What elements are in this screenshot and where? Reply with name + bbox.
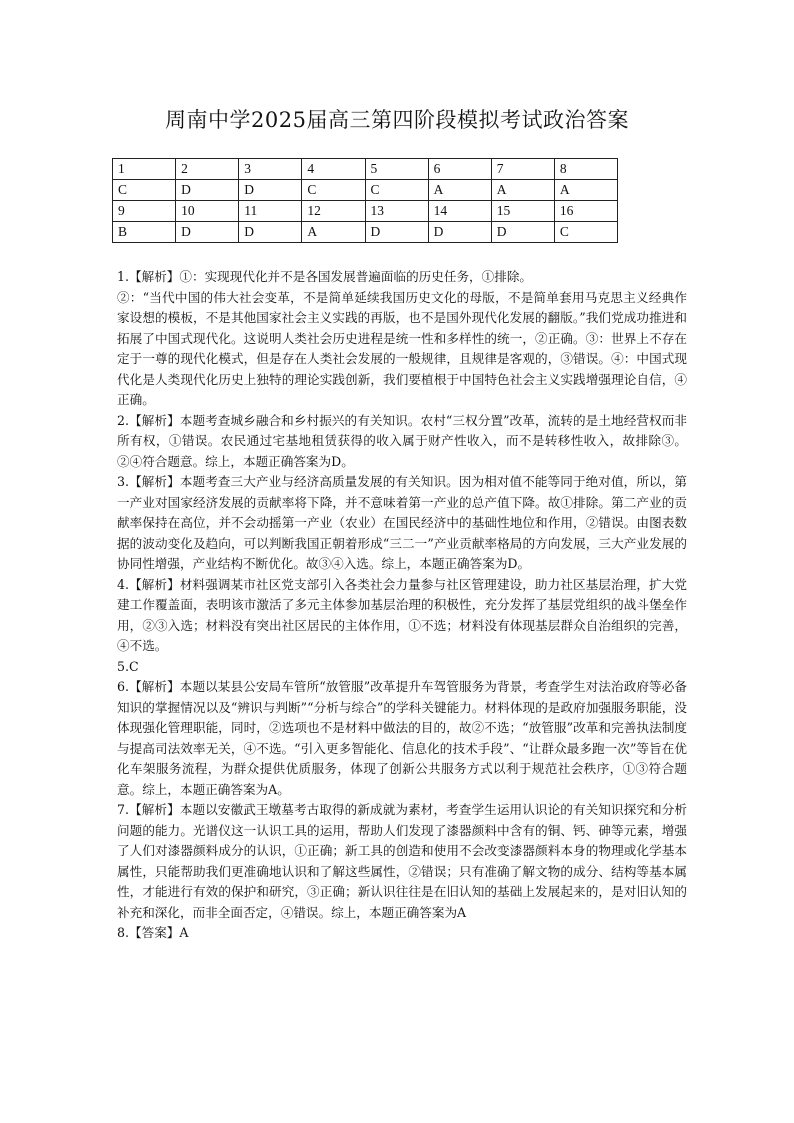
question-number-cell: 10 — [176, 201, 239, 222]
question-number-cell: 15 — [491, 201, 554, 222]
question-number-cell: 12 — [302, 201, 365, 222]
answer-cell: C — [554, 222, 617, 243]
answer-cell: C — [113, 180, 176, 201]
question-number-cell: 6 — [428, 159, 491, 180]
question-number-cell: 8 — [554, 159, 617, 180]
paragraph: 6.【解析】本题以某县公安局车管所“放管服”改革提升车驾管服务为背景，考查学生对法治政府等必备知识的掌握情况以及“辨识与判断”“分析与综合”的学科关键能力。材料体现的是政府加强服务职能，没体现强化管理职能，同时，②选项也不是材料中做法的目的，故②不选；“放管服”改革和完善执法制度与提高司法效率无关，④不选。“引入更多智能化、信息化的技术手段”、“让群众最多跑一次”等旨在优化车架服务流程，为群众提供优质服务，体现了创新公共服务方式以利于规范社会秩序，①③符合题意。综上，本题正确答案为A。 — [117, 679, 687, 797]
answer-cell: C — [302, 180, 365, 201]
paragraph: 3.【解析】本题考查三大产业与经济高质量发展的有关知识。因为相对值不能等同于绝对值，所以，第一产业对国家经济发展的贡献率将下降，并不意味着第一产业的总产值下降。故①排除。第二产业的贡献率保持在高位，并不会动摇第一产业（农业）在国民经济中的基础性地位和作用，②错误。由图表数据的波动变化及趋向，可以判断我国正朝着形成“三二一”产业贡献率格局的方向发展，三大产业发展的协同性增强，产业结构不断优化。故③④入选。综上，本题正确答案为D。 — [117, 474, 687, 571]
question-number-cell: 5 — [365, 159, 428, 180]
question-number-cell: 1 — [113, 159, 176, 180]
question-number-cell: 13 — [365, 201, 428, 222]
answer-row — [113, 222, 618, 243]
paragraph: 5.C — [117, 658, 139, 674]
paragraph: 4.【解析】材料强调某市社区党支部引入各类社会力量参与社区管理建设，助力社区基层治理，扩大党建工作覆盖面，表明该市激活了多元主体参加基层治理的积极性，充分发挥了基层党组织的战斗堡垒作用，②③入选；材料没有突出社区居民的主体作用，①不选；材料没有体现基层群众自治组织的完善，④不选。 — [117, 576, 687, 653]
question-number-row — [113, 201, 618, 222]
answer-cell: D — [176, 222, 239, 243]
answer-cell: A — [554, 180, 617, 201]
answer-cell: C — [365, 180, 428, 201]
answer-cell: A — [302, 222, 365, 243]
question-number-row — [113, 159, 618, 180]
answer-cell: B — [113, 222, 176, 243]
answer-table — [112, 158, 618, 243]
paragraph: 2.【解析】本题考查城乡融合和乡村振兴的有关知识。农村“三权分置”改革，流转的是土地经营权而非所有权，①错误。农民通过宅基地租赁获得的收入属于财产性收入，而不是转移性收入，故排除③。②④符合题意。综上，本题正确答案为D。 — [117, 412, 687, 469]
question-number-cell: 4 — [302, 159, 365, 180]
question-number-cell: 7 — [491, 159, 554, 180]
explanation-body — [117, 267, 687, 944]
question-number-cell: 14 — [428, 201, 491, 222]
page-title: 周南中学2025届高三第四阶段模拟考试政治答案 — [165, 108, 629, 132]
answer-cell: A — [428, 180, 491, 201]
question-number-cell: 3 — [239, 159, 302, 180]
answer-cell: D — [428, 222, 491, 243]
question-number-cell: 16 — [554, 201, 617, 222]
paragraph: 1.【解析】①：实现现代化并不是各国发展普遍面临的历史任务，①排除。 — [117, 269, 533, 284]
paragraph: ②：“当代中国的伟大社会变革，不是简单延续我国历史文化的母版，不是简单套用马克思主义经典作家设想的模板，不是其他国家社会主义实践的再版，也不是国外现代化发展的翻版。”我们党成功推进和拓展了中国式现代化。这说明人类社会历史进程是统一性和多样性的统一，②正确。③：世界上不存在定于一尊的现代化模式，但是存在人类社会发展的一般规律，且规律是客观的，③错误。④：中国式现代化是人类现代化历史上独特的理论实践创新，我们要植根于中国特色社会主义实践增强理论自信，④正确。 — [117, 289, 687, 407]
answer-row — [113, 180, 618, 201]
answer-cell: D — [239, 180, 302, 201]
paragraph: 8.【答案】A — [117, 925, 189, 940]
question-number-cell: 9 — [113, 201, 176, 222]
answer-cell: D — [365, 222, 428, 243]
answer-cell: D — [239, 222, 302, 243]
answer-cell: D — [176, 180, 239, 201]
answer-cell: A — [491, 180, 554, 201]
paragraph: 7.【解析】本题以安徽武王墩墓考古取得的新成就为素材，考查学生运用认识论的有关知识探究和分析问题的能力。光谱仪这一认识工具的运用，帮助人们发现了漆器颜料中含有的铜、钙、砷等元素，增强了人们对漆器颜料成分的认识，①正确；新工具的创造和使用不会改变漆器颜料本身的物理或化学基本属性，只能帮助我们更准确地认识和了解这些属性，②错误；只有准确了解文物的成分、结构等基本属性，才能进行有效的保护和研究，③正确；新认识往往是在旧认知的基础上发展起来的，是对旧认知的补充和深化，而非全面否定，④错误。综上，本题正确答案为A — [117, 802, 687, 920]
question-number-cell: 11 — [239, 201, 302, 222]
question-number-cell: 2 — [176, 159, 239, 180]
answer-cell: D — [491, 222, 554, 243]
